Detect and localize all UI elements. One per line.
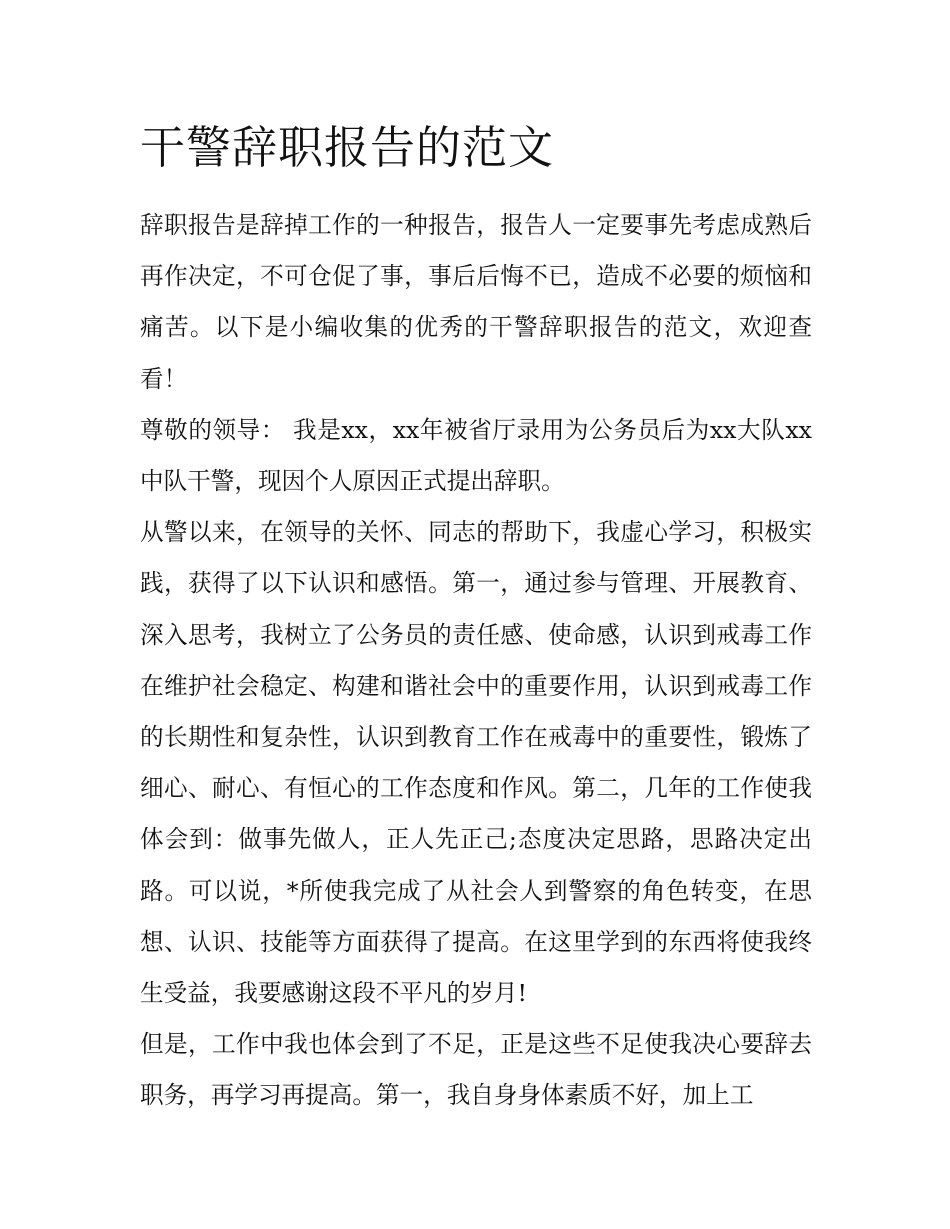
page-title: 干警辞职报告的范文	[140, 121, 555, 174]
intro-paragraph: 辞职报告是辞掉工作的一种报告，报告人一定要事先考虑成熟后再作决定，不可仓促了事，事后后悔不已，造成不必要的烦恼和痛苦。以下是小编收集的优秀的干警辞职报告的范文，欢迎查看！	[140, 211, 812, 393]
salutation-paragraph: 尊敬的领导： 我是xx，xx年被省厅录用为公务员后为xx大队xx中队干警，现因个人原因正式提出辞职。	[140, 415, 812, 496]
shortcomings-paragraph: 但是，工作中我也体会到了不足，正是这些不足使我决心要辞去职务，再学习再提高。第一，我自身身体素质不好，加上工	[140, 1030, 812, 1110]
document-body	[140, 112, 812, 1122]
experience-paragraph: 从警以来，在领导的关怀、同志的帮助下，我虚心学习，积极实践，获得了以下认识和感悟。第一，通过参与管理、开展教育、深入思考，我树立了公务员的责任感、使命感，认识到戒毒工作在维护社会稳定、构建和谐社会中的重要作用，认识到戒毒工作的长期性和复杂性，认识到教育工作在戒毒中的重要性，锻炼了细心、耐心、有恒心的工作态度和作风。第二，几年的工作使我体会到：做事先做人，正人先正己;态度决定思路，思路决定出路。可以说，*所使我完成了从社会人到警察的角色转变，在思想、认识、技能等方面获得了提高。在这里学到的东西将使我终生受益，我要感谢这段不平凡的岁月!	[140, 518, 812, 1008]
